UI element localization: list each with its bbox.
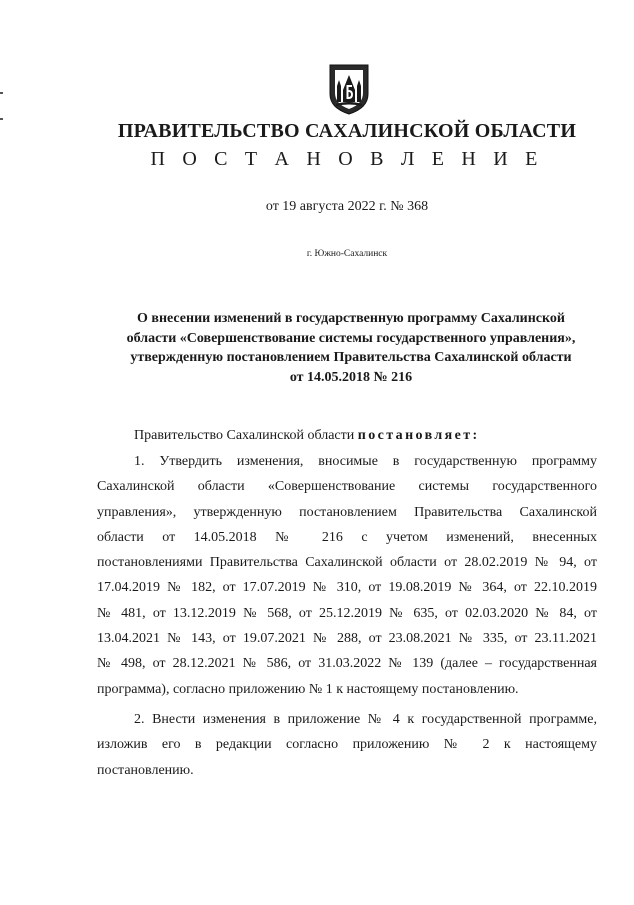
paragraph-line: изложив его в редакции согласно приложению № 2 к настоящему — [97, 737, 597, 753]
preamble-line — [97, 423, 597, 448]
organization-title: ПРАВИТЕЛЬСТВО САХАЛИНСКОЙ ОБЛАСТИ — [117, 120, 577, 142]
paragraph-line: управления», утвержденную постановлением Правительства Сахалинской — [97, 504, 597, 520]
subject-line: области «Совершенствование системы государственного управления», — [126, 330, 576, 346]
coat-of-arms-icon — [326, 62, 372, 116]
paragraph-line: постановлениями Правительства Сахалинской области от 28.02.2019 № 94, от — [97, 555, 597, 571]
document-subject — [96, 309, 606, 387]
paragraph-line: 1. Утвердить изменения, вносимые в государственную программу — [134, 454, 597, 469]
document-type: П О С Т А Н О В Л Е Н И Е — [150, 148, 544, 170]
paragraph-line: № 481, от 13.12.2019 № 568, от 25.12.2019 № 635, от 02.03.2020 № 84, от — [97, 605, 597, 621]
subject-line: О внесении изменений в государственную программу Сахалинской — [137, 311, 565, 326]
document-date-number: от 19 августа 2022 г. № 368 — [265, 199, 429, 214]
preamble-resolves: постановляет: — [357, 428, 480, 443]
preamble-prefix: Правительство Сахалинской области — [134, 428, 358, 443]
paragraph-line: 2. Внести изменения в приложение № 4 к государственной программе, — [134, 712, 597, 727]
paragraph-line: постановлению. — [97, 762, 194, 778]
paragraph-line: 13.04.2021 № 143, от 19.07.2021 № 288, от 23.08.2021 № 335, от 23.11.2021 — [97, 631, 597, 647]
paragraph-item-2 — [97, 707, 597, 783]
paragraph-item-1 — [97, 449, 597, 702]
paragraph-line: области от 14.05.2018 № 216 с учетом изменений, внесенных — [97, 529, 597, 545]
paragraph-line: 17.04.2019 № 182, от 17.07.2019 № 310, от 19.08.2019 № 364, от 22.10.2019 — [97, 580, 597, 596]
subject-line: утвержденную постановлением Правительства Сахалинской области — [130, 350, 572, 365]
document-city: г. Южно-Сахалинск — [306, 249, 388, 259]
scan-edge-mark — [0, 92, 3, 94]
paragraph-line: программа), согласно приложению № 1 к настоящему постановлению. — [97, 681, 519, 697]
subject-line: от 14.05.2018 № 216 — [289, 369, 413, 385]
preamble — [97, 423, 597, 448]
paragraph-line: Сахалинской области «Совершенствование системы государственного — [97, 479, 597, 495]
paragraph-line: № 498, от 28.12.2021 № 586, от 31.03.2022 № 139 (далее – государственная — [97, 656, 597, 672]
